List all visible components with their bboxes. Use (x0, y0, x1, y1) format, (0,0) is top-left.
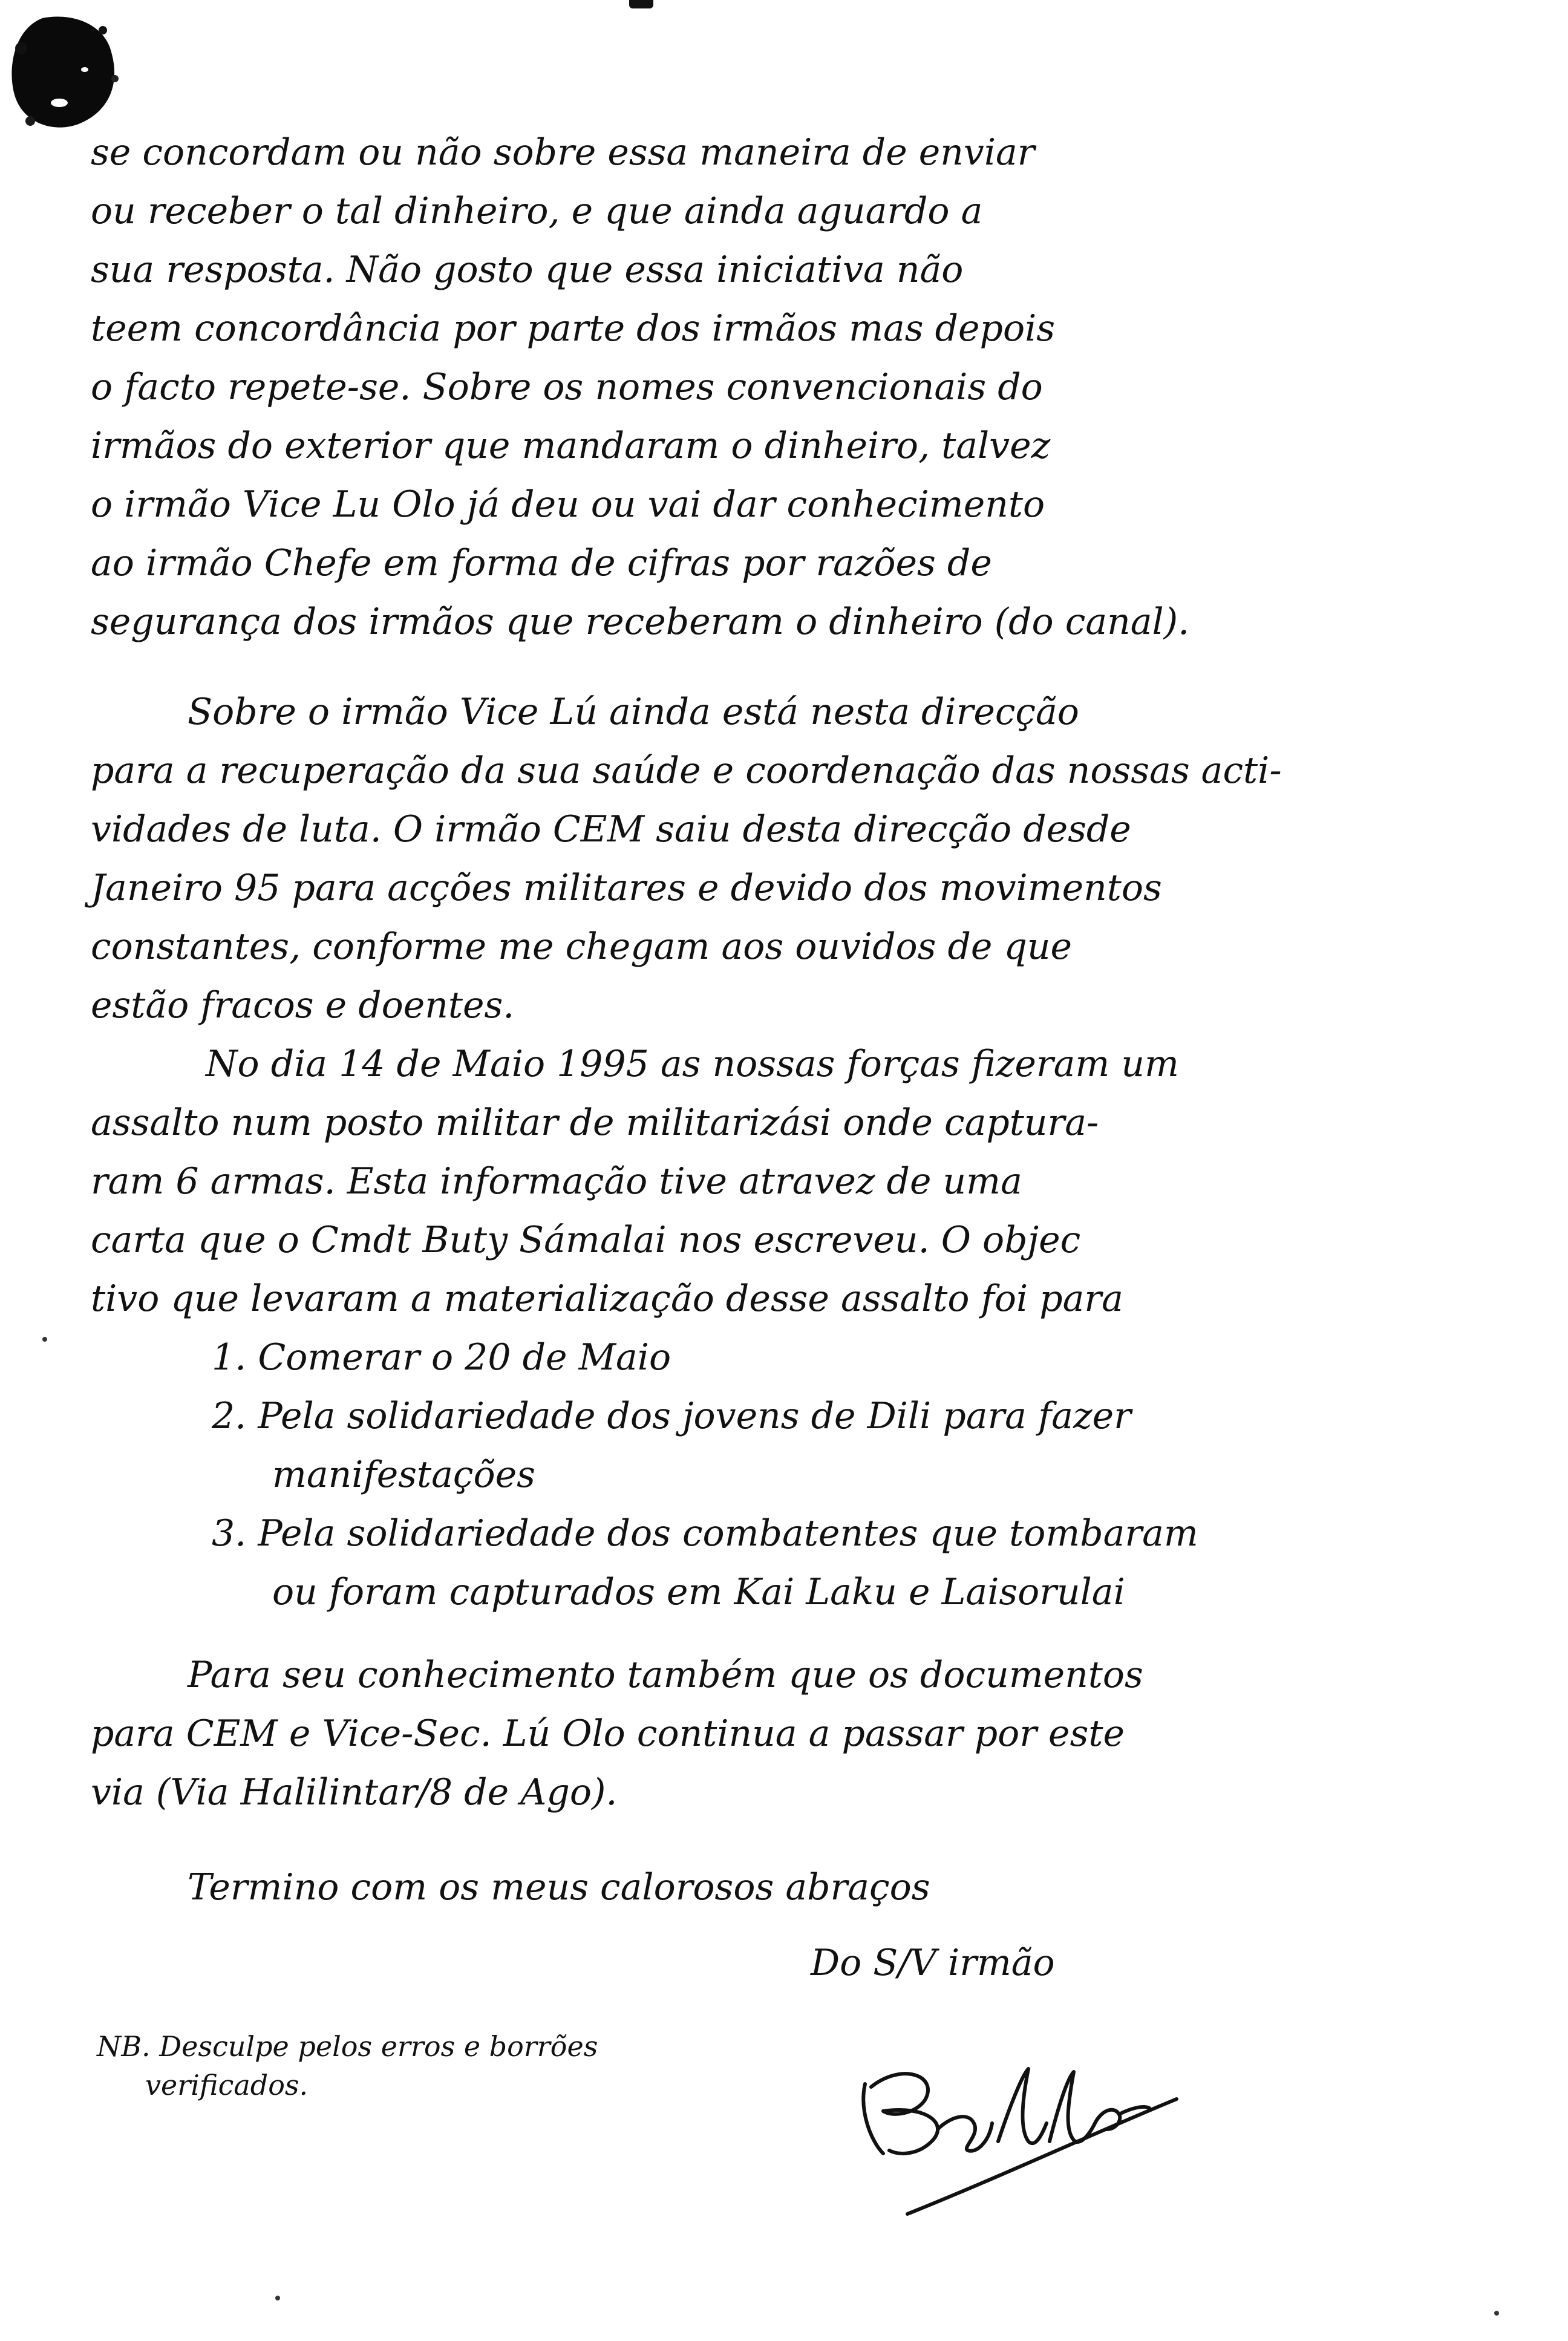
letter-line: Janeiro 95 para acções militares e devido dos movimentos (91, 867, 1162, 909)
letter-line: assalto num posto militar de militarizási onde captura- (91, 1102, 1099, 1144)
letter-line: constantes, conforme me chegam aos ouvidos de que (91, 926, 1073, 968)
nb-note (97, 2032, 598, 2099)
nb-note-line: NB. Desculpe pelos erros e borrões (97, 2030, 598, 2063)
letter-line: o facto repete-se. Sobre os nomes convencionais do (91, 366, 1043, 408)
handwritten-signature (847, 2051, 1186, 2226)
letter-line: Termino com os meus calorosos abraços (188, 1866, 930, 1908)
stray-dot (42, 1337, 47, 1342)
list-item: 1. Comerar o 20 de Maio (212, 1336, 671, 1379)
letter-line: Sobre o irmão Vice Lú ainda está nesta direcção (188, 691, 1079, 733)
letter-line: sua resposta. Não gosto que essa iniciativa não (91, 249, 964, 291)
letter-line: para a recuperação da sua saúde e coordenação das nossas acti- (91, 749, 1282, 792)
top-edge-mark (629, 0, 653, 8)
letter-line: se concordam ou não sobre essa maneira de enviar (91, 131, 1035, 174)
letter-line: o irmão Vice Lu Olo já deu ou vai dar conhecimento (91, 483, 1045, 526)
list-item: 3. Pela solidariedade dos combatentes que tombaram (212, 1512, 1198, 1555)
letter-line: via (Via Halilintar/8 de Ago). (91, 1771, 618, 1814)
letter-line: para CEM e Vice-Sec. Lú Olo continua a passar por este (91, 1712, 1125, 1755)
letter-line: tivo que levaram a materialização desse assalto foi para (91, 1278, 1123, 1320)
nb-note-line: verificados. (145, 2069, 309, 2101)
letter-line: ao irmão Chefe em forma de cifras por razões de (91, 542, 992, 584)
list-item: ou foram capturados em Kai Laku e Laisorulai (272, 1571, 1125, 1613)
letter-closing: Do S/V irmão (811, 1942, 1055, 1984)
letter-line: segurança dos irmãos que receberam o dinheiro (do canal). (91, 601, 1190, 643)
stray-dot (275, 2296, 280, 2300)
ink-blot (6, 12, 121, 133)
stray-dot (1494, 2311, 1499, 2316)
letter-line: Para seu conhecimento também que os documentos (188, 1654, 1143, 1696)
letter-line: carta que o Cmdt Buty Sámalai nos escreveu. O objec (91, 1219, 1081, 1261)
list-item: manifestações (272, 1454, 535, 1496)
list-item: 2. Pela solidariedade dos jovens de Dili para fazer (212, 1395, 1131, 1437)
letter-line: estão fracos e doentes. (91, 984, 515, 1027)
letter-line: No dia 14 de Maio 1995 as nossas forças fizeram um (206, 1043, 1179, 1085)
letter-line: ram 6 armas. Esta informação tive atravez de uma (91, 1160, 1022, 1203)
letter-body (91, 131, 1500, 1928)
letter-line: teem concordância por parte dos irmãos mas depois (91, 307, 1056, 350)
letter-line: ou receber o tal dinheiro, e que ainda aguardo a (91, 190, 983, 232)
letter-line: vidades de luta. O irmão CEM saiu desta direcção desde (91, 808, 1131, 851)
letter-line: irmãos do exterior que mandaram o dinheiro, talvez (91, 425, 1051, 467)
